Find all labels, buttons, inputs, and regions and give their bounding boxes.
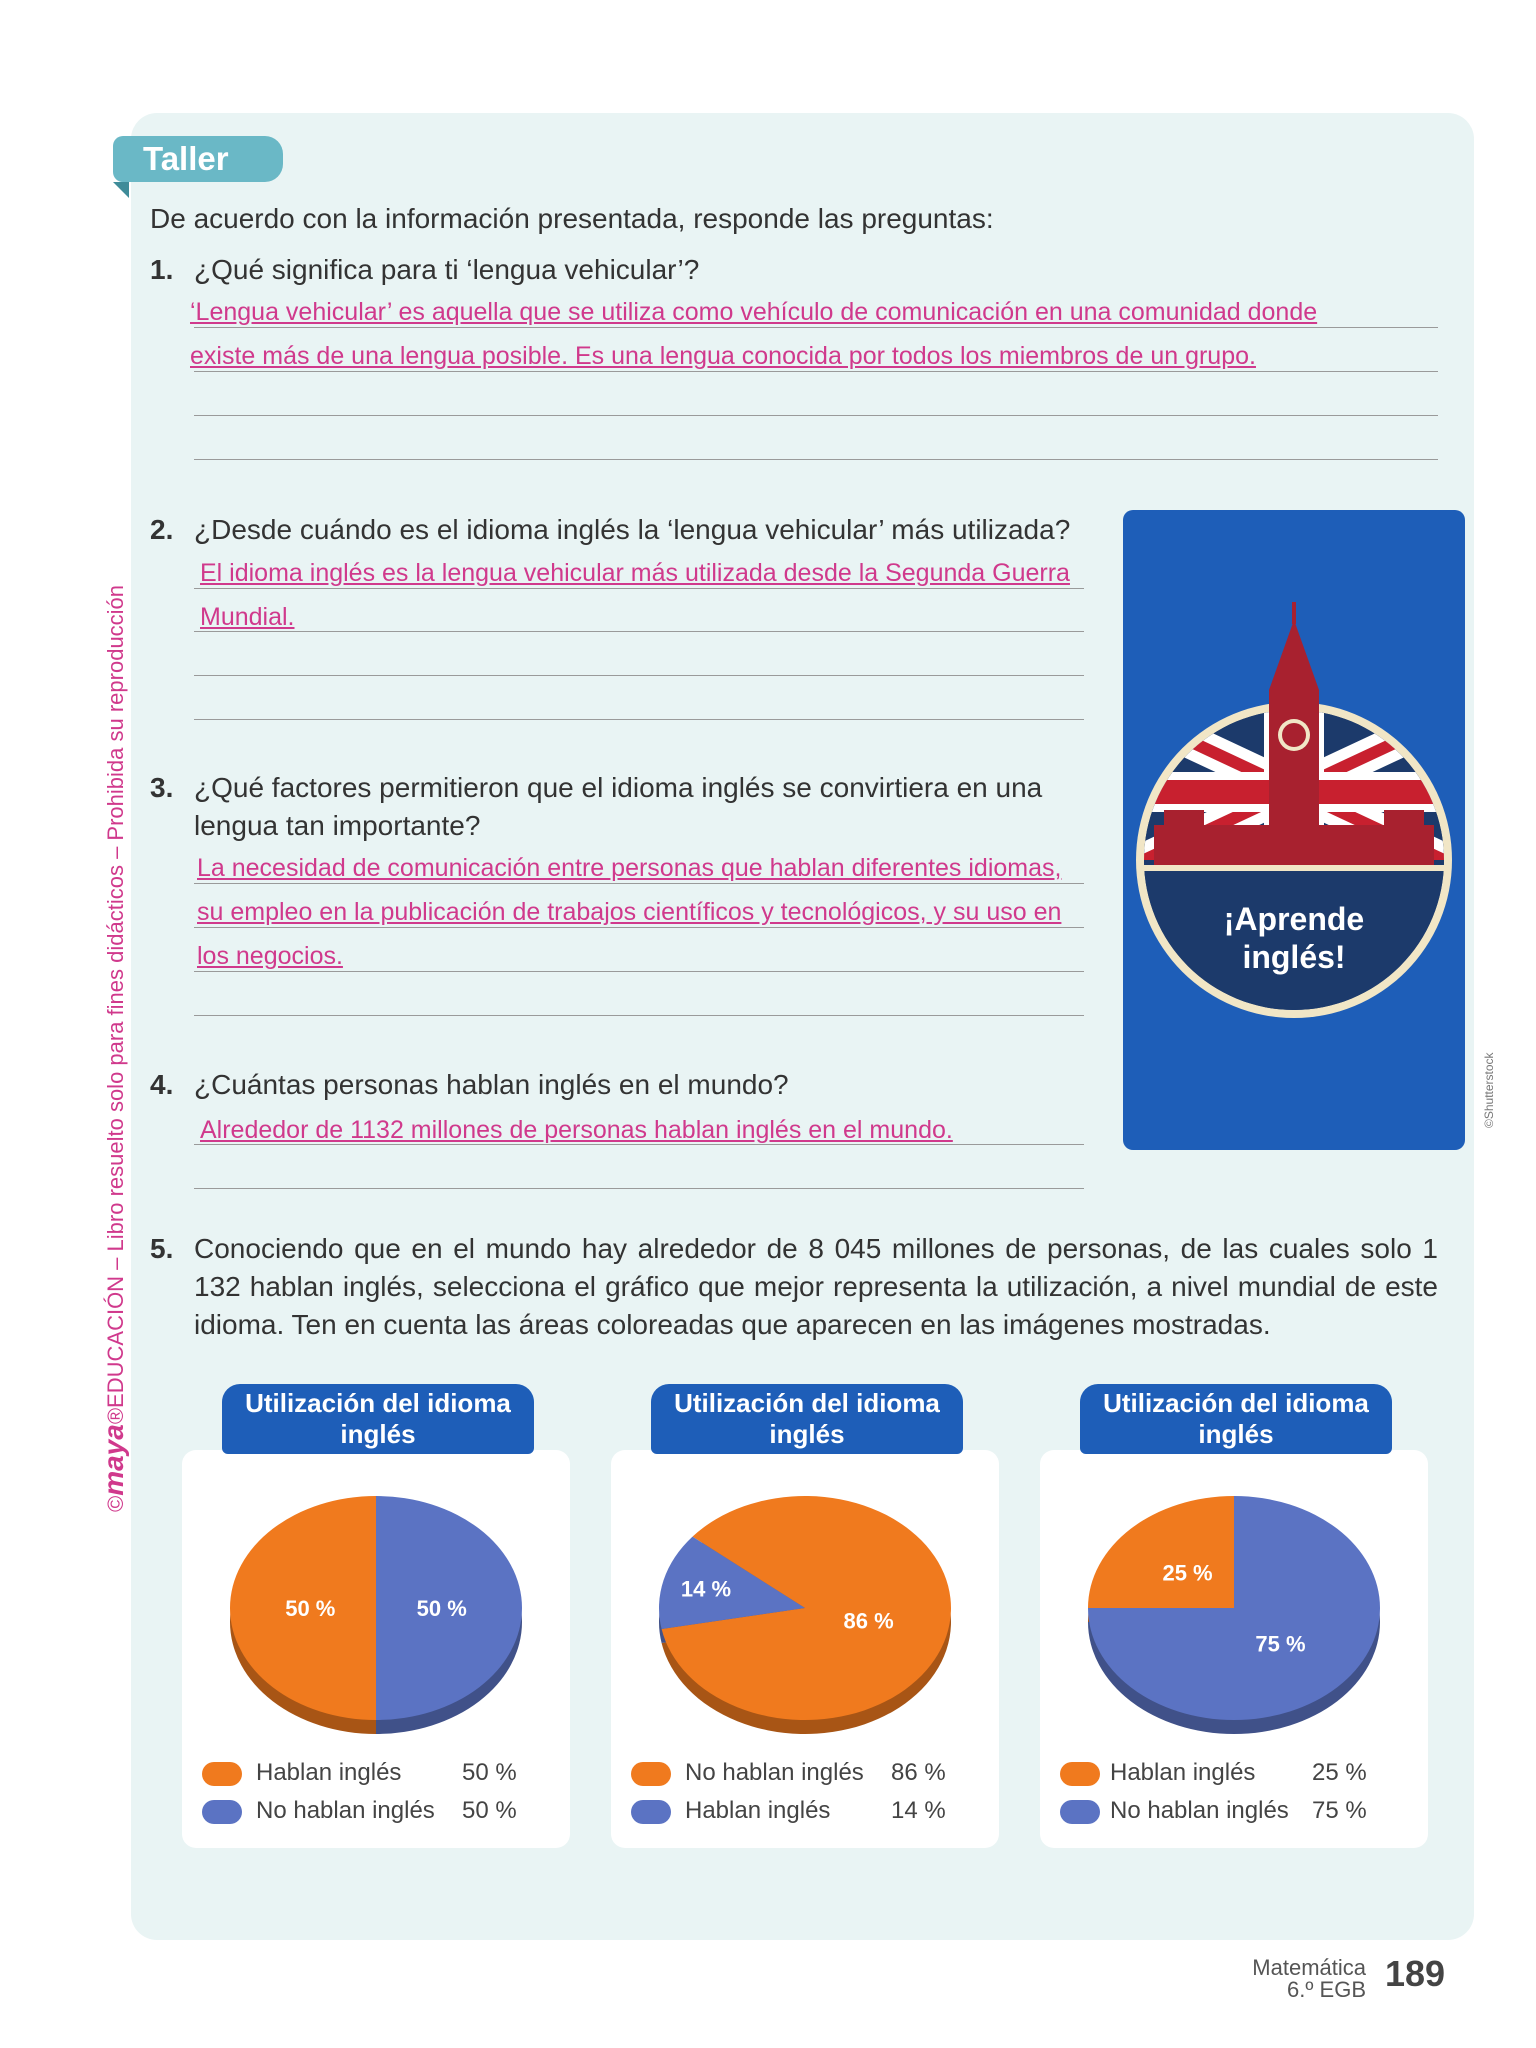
writing-line	[194, 1188, 1084, 1189]
pie-data-label: 50 %	[416, 1596, 467, 1621]
legend-label: No hablan inglés	[1110, 1797, 1289, 1824]
pie-chart-1	[182, 1450, 570, 1848]
writing-line	[194, 459, 1438, 460]
writing-line	[194, 588, 1084, 589]
writing-line	[194, 327, 1438, 328]
question-number: 5.	[150, 1233, 174, 1264]
pie-chart-2	[611, 1450, 999, 1848]
legend-value: 25 %	[1312, 1759, 1367, 1786]
pie-chart-3	[1040, 1450, 1428, 1848]
question-number: 2.	[150, 514, 174, 545]
legend-label: No hablan inglés	[256, 1797, 435, 1824]
legend-swatch-blue	[202, 1800, 242, 1824]
answer-line: El idioma inglés es la lengua vehicular más utilizada desde la Segunda Guerra	[200, 559, 1070, 587]
legend-swatch-blue	[1060, 1800, 1100, 1824]
writing-line	[194, 631, 1084, 632]
question-text: ¿Qué significa para ti ‘lengua vehicular’?	[194, 254, 700, 285]
chart-title-2: Utilización del idioma inglés	[651, 1384, 963, 1454]
intro-text: De acuerdo con la información presentada, responde las preguntas:	[150, 203, 994, 234]
writing-line	[194, 883, 1084, 884]
tab-fold	[113, 182, 129, 198]
writing-line	[194, 371, 1438, 372]
answer-line: los negocios.	[197, 942, 343, 970]
chart-card-1	[182, 1450, 570, 1848]
legend-value: 75 %	[1312, 1797, 1367, 1824]
poster-title-line2: inglés!	[1242, 939, 1346, 975]
writing-line	[194, 1015, 1084, 1016]
answer-line: La necesidad de comunicación entre personas que hablan diferentes idiomas,	[197, 854, 1062, 882]
writing-line	[194, 1144, 1084, 1145]
pie-data-label: 50 %	[285, 1596, 336, 1621]
question-text: ¿Desde cuándo es el idioma inglés la ‘lengua vehicular’ más utilizada?	[194, 514, 1071, 545]
aprende-ingles-poster	[1123, 510, 1465, 1150]
legend-value: 86 %	[891, 1759, 946, 1786]
legend-label: No hablan inglés	[685, 1759, 864, 1786]
footer-grade: 6.º EGB	[1287, 1977, 1366, 2002]
chart-title-1: Utilización del idioma inglés	[222, 1384, 534, 1454]
answer-line: existe más de una lengua posible. Es una lengua conocida por todos los miembros de un grupo.	[190, 342, 1256, 370]
writing-line	[194, 719, 1084, 720]
writing-line	[194, 415, 1438, 416]
legend-label: Hablan inglés	[1110, 1759, 1256, 1786]
poster-title-line1: ¡Aprende	[1223, 901, 1365, 937]
legend-swatch-blue	[631, 1800, 671, 1824]
legend-value: 14 %	[891, 1797, 946, 1824]
legend-swatch-orange	[202, 1762, 242, 1786]
image-credit: ©Shutterstock	[1482, 1052, 1496, 1128]
chart-card-2	[611, 1450, 999, 1848]
page-number: 189	[1385, 1953, 1446, 1994]
chart-title-3: Utilización del idioma inglés	[1080, 1384, 1392, 1454]
chart-card-3	[1040, 1450, 1428, 1848]
question-text: lengua tan importante?	[194, 810, 481, 841]
legend-value: 50 %	[462, 1759, 517, 1786]
side-copyright-text: ©maya®EDUCACIÓN – Libro resuelto solo para fines didácticos – Prohibida su reproducción	[98, 584, 129, 1512]
taller-tab: Taller	[113, 136, 283, 182]
legend-swatch-orange	[1060, 1762, 1100, 1786]
legend-label: Hablan inglés	[256, 1759, 402, 1786]
writing-line	[194, 971, 1084, 972]
answer-line: Mundial.	[200, 603, 295, 631]
writing-line	[194, 927, 1084, 928]
legend-value: 50 %	[462, 1797, 517, 1824]
legend-label: Hablan inglés	[685, 1797, 831, 1824]
question-text: ¿Qué factores permitieron que el idioma inglés se convirtiera en una	[194, 772, 1043, 803]
big-ben-illustration	[1123, 510, 1465, 1150]
pie-data-label: 14 %	[680, 1576, 732, 1602]
question-number: 4.	[150, 1069, 174, 1100]
pie-slice	[1088, 1496, 1234, 1608]
pie-data-label: 75 %	[1255, 1631, 1306, 1657]
pie-data-label: 25 %	[1162, 1560, 1213, 1586]
pie-data-label: 86 %	[843, 1608, 894, 1634]
footer-subject: Matemática	[1252, 1955, 1366, 1980]
answer-line: su empleo en la publicación de trabajos científicos y tecnológicos, y su uso en	[197, 898, 1062, 926]
legend-swatch-orange	[631, 1762, 671, 1786]
question-text: ¿Cuántas personas hablan inglés en el mundo?	[194, 1069, 789, 1100]
answer-line: Alrededor de 1132 millones de personas hablan inglés en el mundo.	[200, 1116, 953, 1144]
question-number: 3.	[150, 772, 174, 803]
question-text: Conociendo que en el mundo hay alrededor de 8 045 millones de personas, de las cuales solo 1 132 hablan inglés, selecciona el gráfico que mejor representa la utilización, a nivel mundial de este idioma. Ten en cuenta las áreas coloreadas que aparecen en las imágenes mostradas.	[194, 1233, 1438, 1340]
question-number: 1.	[150, 254, 174, 285]
brand-logo: maya	[98, 1424, 129, 1496]
writing-line	[194, 675, 1084, 676]
answer-line: ‘Lengua vehicular’ es aquella que se utiliza como vehículo de comunicación en una comunidad donde	[190, 298, 1318, 326]
